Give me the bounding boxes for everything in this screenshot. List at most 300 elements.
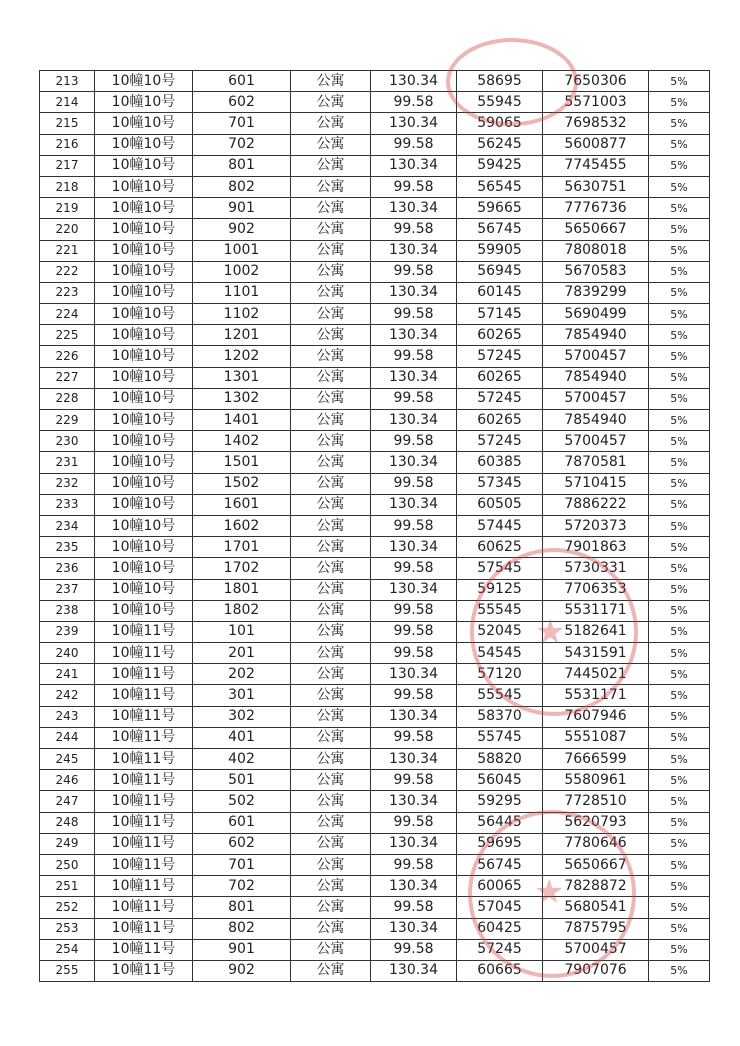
room-cell: 901 [193,198,291,219]
building-cell: 10幢11号 [95,939,193,960]
rate-cell: 5% [649,812,710,833]
table-row [40,134,710,155]
unit-price-cell: 52045 [457,621,543,642]
area-cell: 99.58 [371,897,457,918]
total-price-cell: 5580961 [543,770,649,791]
building-cell: 10幢10号 [95,155,193,176]
row-number: 223 [40,282,95,303]
area-cell: 130.34 [371,749,457,770]
room-cell: 1802 [193,600,291,621]
area-cell: 130.34 [371,664,457,685]
table-row [40,198,710,219]
unit-price-cell: 59125 [457,579,543,600]
building-cell: 10幢11号 [95,833,193,854]
area-cell: 99.58 [371,388,457,409]
building-cell: 10幢11号 [95,897,193,918]
room-cell: 901 [193,939,291,960]
rate-cell: 5% [649,198,710,219]
type-cell: 公寓 [291,431,371,452]
type-cell: 公寓 [291,282,371,303]
row-number: 234 [40,515,95,536]
rate-cell: 5% [649,388,710,409]
room-cell: 1801 [193,579,291,600]
room-cell: 1101 [193,282,291,303]
area-cell: 99.58 [371,515,457,536]
area-cell: 99.58 [371,643,457,664]
rate-cell: 5% [649,346,710,367]
total-price-cell: 5630751 [543,176,649,197]
building-cell: 10幢10号 [95,198,193,219]
room-cell: 1502 [193,473,291,494]
building-cell: 10幢10号 [95,240,193,261]
rate-cell: 5% [649,643,710,664]
building-cell: 10幢10号 [95,304,193,325]
unit-price-cell: 57345 [457,473,543,494]
unit-price-cell: 57245 [457,939,543,960]
rate-cell: 5% [649,494,710,515]
total-price-cell: 5431591 [543,643,649,664]
unit-price-cell: 60265 [457,367,543,388]
rate-cell: 5% [649,431,710,452]
area-cell: 130.34 [371,494,457,515]
rate-cell: 5% [649,71,710,92]
row-number: 233 [40,494,95,515]
seal-star-icon: ★ [534,872,565,912]
building-cell: 10幢11号 [95,812,193,833]
unit-price-cell: 55545 [457,685,543,706]
area-cell: 99.58 [371,939,457,960]
room-cell: 602 [193,92,291,113]
room-cell: 1601 [193,494,291,515]
area-cell: 99.58 [371,134,457,155]
type-cell: 公寓 [291,833,371,854]
area-cell: 130.34 [371,791,457,812]
room-cell: 601 [193,812,291,833]
area-cell: 130.34 [371,155,457,176]
total-price-cell: 7728510 [543,791,649,812]
row-number: 245 [40,749,95,770]
building-cell: 10幢10号 [95,71,193,92]
rate-cell: 5% [649,918,710,939]
building-cell: 10幢11号 [95,643,193,664]
room-cell: 1702 [193,558,291,579]
unit-price-cell: 54545 [457,643,543,664]
unit-price-cell: 55545 [457,600,543,621]
type-cell: 公寓 [291,325,371,346]
rate-cell: 5% [649,749,710,770]
unit-price-cell: 60665 [457,960,543,981]
unit-price-cell: 60425 [457,918,543,939]
row-number: 246 [40,770,95,791]
room-cell: 801 [193,897,291,918]
total-price-cell: 5700457 [543,939,649,960]
table-row [40,791,710,812]
unit-price-cell: 57545 [457,558,543,579]
table-row [40,219,710,240]
room-cell: 1401 [193,410,291,431]
rate-cell: 5% [649,833,710,854]
row-number: 219 [40,198,95,219]
total-price-cell: 5531171 [543,600,649,621]
row-number: 229 [40,410,95,431]
unit-price-cell: 59665 [457,198,543,219]
type-cell: 公寓 [291,876,371,897]
type-cell: 公寓 [291,791,371,812]
rate-cell: 5% [649,876,710,897]
type-cell: 公寓 [291,854,371,875]
building-cell: 10幢10号 [95,134,193,155]
rate-cell: 5% [649,664,710,685]
unit-price-cell: 57445 [457,515,543,536]
building-cell: 10幢11号 [95,876,193,897]
unit-price-cell: 56745 [457,854,543,875]
area-cell: 99.58 [371,431,457,452]
type-cell: 公寓 [291,410,371,431]
row-number: 251 [40,876,95,897]
row-number: 216 [40,134,95,155]
building-cell: 10幢11号 [95,791,193,812]
room-cell: 1301 [193,367,291,388]
room-cell: 802 [193,176,291,197]
table-row [40,812,710,833]
building-cell: 10幢10号 [95,219,193,240]
building-cell: 10幢10号 [95,579,193,600]
row-number: 215 [40,113,95,134]
area-cell: 130.34 [371,537,457,558]
type-cell: 公寓 [291,643,371,664]
total-price-cell: 7839299 [543,282,649,303]
building-cell: 10幢10号 [95,282,193,303]
type-cell: 公寓 [291,685,371,706]
row-number: 248 [40,812,95,833]
row-number: 217 [40,155,95,176]
total-price-cell: 5551087 [543,727,649,748]
room-cell: 902 [193,219,291,240]
area-cell: 130.34 [371,240,457,261]
total-price-cell: 7445021 [543,664,649,685]
table-row [40,325,710,346]
rate-cell: 5% [649,452,710,473]
total-price-cell: 5571003 [543,92,649,113]
rate-cell: 5% [649,791,710,812]
building-cell: 10幢11号 [95,960,193,981]
area-cell: 130.34 [371,452,457,473]
rate-cell: 5% [649,727,710,748]
rate-cell: 5% [649,515,710,536]
building-cell: 10幢10号 [95,346,193,367]
type-cell: 公寓 [291,600,371,621]
area-cell: 130.34 [371,918,457,939]
room-cell: 1001 [193,240,291,261]
total-price-cell: 5720373 [543,515,649,536]
table-row [40,854,710,875]
building-cell: 10幢11号 [95,749,193,770]
area-cell: 130.34 [371,833,457,854]
rate-cell: 5% [649,134,710,155]
building-cell: 10幢10号 [95,113,193,134]
type-cell: 公寓 [291,558,371,579]
table-row [40,833,710,854]
type-cell: 公寓 [291,473,371,494]
room-cell: 101 [193,621,291,642]
unit-price-cell: 58820 [457,749,543,770]
row-number: 250 [40,854,95,875]
total-price-cell: 7828872 [543,876,649,897]
total-price-cell: 5650667 [543,854,649,875]
type-cell: 公寓 [291,367,371,388]
building-cell: 10幢11号 [95,706,193,727]
table-row [40,155,710,176]
rate-cell: 5% [649,537,710,558]
unit-price-cell: 56245 [457,134,543,155]
area-cell: 130.34 [371,367,457,388]
rate-cell: 5% [649,92,710,113]
room-cell: 401 [193,727,291,748]
type-cell: 公寓 [291,240,371,261]
unit-price-cell: 59295 [457,791,543,812]
rate-cell: 5% [649,410,710,431]
room-cell: 1501 [193,452,291,473]
row-number: 247 [40,791,95,812]
row-number: 240 [40,643,95,664]
type-cell: 公寓 [291,770,371,791]
unit-price-cell: 56745 [457,219,543,240]
type-cell: 公寓 [291,71,371,92]
total-price-cell: 5182641 [543,621,649,642]
type-cell: 公寓 [291,92,371,113]
table-row [40,727,710,748]
area-cell: 99.58 [371,261,457,282]
room-cell: 302 [193,706,291,727]
total-price-cell: 5700457 [543,431,649,452]
seal-star-icon: ★ [535,612,566,652]
row-number: 253 [40,918,95,939]
type-cell: 公寓 [291,664,371,685]
rate-cell: 5% [649,685,710,706]
rate-cell: 5% [649,897,710,918]
type-cell: 公寓 [291,537,371,558]
table-row [40,515,710,536]
rate-cell: 5% [649,770,710,791]
type-cell: 公寓 [291,515,371,536]
table-row [40,282,710,303]
table-row [40,749,710,770]
total-price-cell: 5690499 [543,304,649,325]
unit-price-cell: 56545 [457,176,543,197]
type-cell: 公寓 [291,304,371,325]
rate-cell: 5% [649,960,710,981]
table-row [40,346,710,367]
type-cell: 公寓 [291,219,371,240]
total-price-cell: 7706353 [543,579,649,600]
type-cell: 公寓 [291,960,371,981]
table-row [40,176,710,197]
rate-cell: 5% [649,240,710,261]
room-cell: 801 [193,155,291,176]
row-number: 239 [40,621,95,642]
row-number: 218 [40,176,95,197]
building-cell: 10幢10号 [95,558,193,579]
rate-cell: 5% [649,600,710,621]
building-cell: 10幢10号 [95,388,193,409]
total-price-cell: 5620793 [543,812,649,833]
area-cell: 99.58 [371,92,457,113]
total-price-cell: 7666599 [543,749,649,770]
total-price-cell: 7745455 [543,155,649,176]
type-cell: 公寓 [291,621,371,642]
area-cell: 130.34 [371,113,457,134]
area-cell: 99.58 [371,685,457,706]
rate-cell: 5% [649,706,710,727]
row-number: 249 [40,833,95,854]
table-row [40,621,710,642]
rate-cell: 5% [649,558,710,579]
building-cell: 10幢10号 [95,367,193,388]
total-price-cell: 7650306 [543,71,649,92]
total-price-cell: 5700457 [543,346,649,367]
room-cell: 902 [193,960,291,981]
row-number: 237 [40,579,95,600]
room-cell: 1701 [193,537,291,558]
type-cell: 公寓 [291,176,371,197]
table-row [40,897,710,918]
rate-cell: 5% [649,261,710,282]
total-price-cell: 7776736 [543,198,649,219]
building-cell: 10幢11号 [95,770,193,791]
unit-price-cell: 60385 [457,452,543,473]
area-cell: 99.58 [371,473,457,494]
area-cell: 99.58 [371,176,457,197]
table-row [40,876,710,897]
building-cell: 10幢11号 [95,727,193,748]
area-cell: 130.34 [371,706,457,727]
room-cell: 1201 [193,325,291,346]
table-row [40,706,710,727]
area-cell: 130.34 [371,71,457,92]
room-cell: 202 [193,664,291,685]
total-price-cell: 7808018 [543,240,649,261]
type-cell: 公寓 [291,749,371,770]
row-number: 221 [40,240,95,261]
unit-price-cell: 58695 [457,71,543,92]
table-row [40,113,710,134]
unit-price-cell: 60265 [457,325,543,346]
unit-price-cell: 60625 [457,537,543,558]
building-cell: 10幢11号 [95,854,193,875]
area-cell: 130.34 [371,282,457,303]
unit-price-cell: 57145 [457,304,543,325]
building-cell: 10幢10号 [95,325,193,346]
area-cell: 130.34 [371,876,457,897]
total-price-cell: 7886222 [543,494,649,515]
total-price-cell: 7875795 [543,918,649,939]
total-price-cell: 7901863 [543,537,649,558]
table-row [40,537,710,558]
type-cell: 公寓 [291,261,371,282]
row-number: 252 [40,897,95,918]
unit-price-cell: 60145 [457,282,543,303]
table-row [40,240,710,261]
table-row [40,664,710,685]
row-number: 235 [40,537,95,558]
unit-price-cell: 55745 [457,727,543,748]
unit-price-cell: 57120 [457,664,543,685]
rate-cell: 5% [649,473,710,494]
unit-price-cell: 56945 [457,261,543,282]
price-table-body [40,71,710,982]
rate-cell: 5% [649,621,710,642]
total-price-cell: 7854940 [543,410,649,431]
table-row [40,388,710,409]
type-cell: 公寓 [291,579,371,600]
rate-cell: 5% [649,282,710,303]
row-number: 255 [40,960,95,981]
room-cell: 201 [193,643,291,664]
building-cell: 10幢10号 [95,494,193,515]
table-row [40,918,710,939]
area-cell: 130.34 [371,198,457,219]
total-price-cell: 7854940 [543,367,649,388]
row-number: 224 [40,304,95,325]
table-row [40,452,710,473]
type-cell: 公寓 [291,897,371,918]
table-row [40,92,710,113]
row-number: 222 [40,261,95,282]
unit-price-cell: 59065 [457,113,543,134]
table-row [40,600,710,621]
row-number: 244 [40,727,95,748]
area-cell: 130.34 [371,325,457,346]
type-cell: 公寓 [291,388,371,409]
unit-price-cell: 57245 [457,431,543,452]
row-number: 226 [40,346,95,367]
building-cell: 10幢11号 [95,664,193,685]
price-list-sheet [39,70,709,982]
unit-price-cell: 59905 [457,240,543,261]
rate-cell: 5% [649,304,710,325]
table-row [40,770,710,791]
building-cell: 10幢10号 [95,515,193,536]
room-cell: 702 [193,876,291,897]
total-price-cell: 5730331 [543,558,649,579]
area-cell: 99.58 [371,621,457,642]
row-number: 254 [40,939,95,960]
table-row [40,939,710,960]
table-row [40,643,710,664]
row-number: 232 [40,473,95,494]
row-number: 225 [40,325,95,346]
type-cell: 公寓 [291,706,371,727]
area-cell: 99.58 [371,219,457,240]
row-number: 213 [40,71,95,92]
rate-cell: 5% [649,176,710,197]
area-cell: 99.58 [371,304,457,325]
row-number: 228 [40,388,95,409]
room-cell: 501 [193,770,291,791]
area-cell: 99.58 [371,854,457,875]
unit-price-cell: 55945 [457,92,543,113]
area-cell: 99.58 [371,727,457,748]
table-row [40,410,710,431]
unit-price-cell: 59425 [457,155,543,176]
rate-cell: 5% [649,155,710,176]
building-cell: 10幢10号 [95,473,193,494]
row-number: 220 [40,219,95,240]
total-price-cell: 7907076 [543,960,649,981]
type-cell: 公寓 [291,494,371,515]
room-cell: 701 [193,854,291,875]
rate-cell: 5% [649,939,710,960]
